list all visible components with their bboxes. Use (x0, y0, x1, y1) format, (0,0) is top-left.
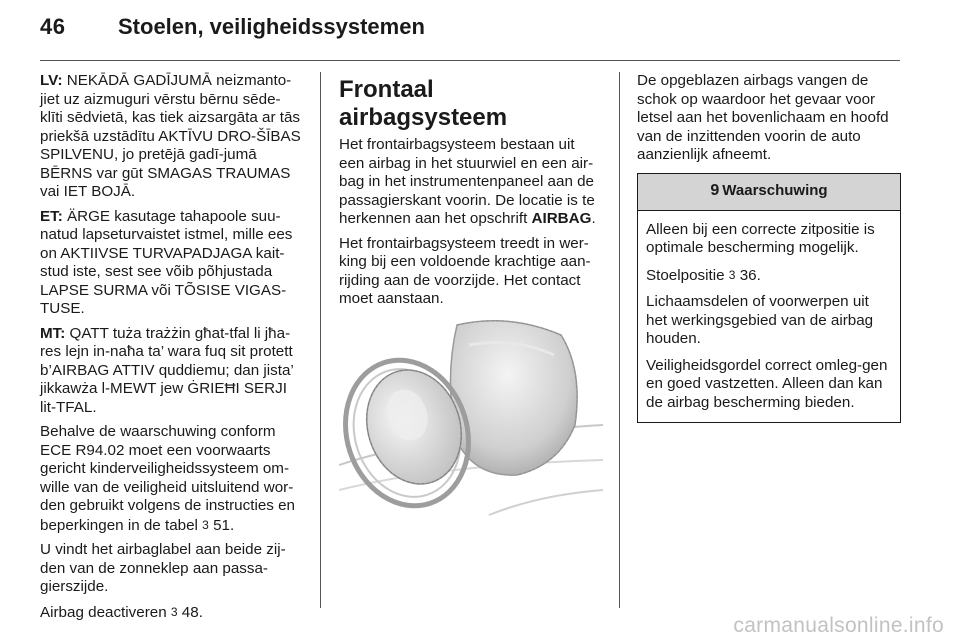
protection-paragraph: De opgeblazen airbags vangen de schok op waardoor het gevaar voor letsel aan het bovenlichaam en hoofd van de inzittenden voorin de auto aanzienlijk afneemt. (637, 72, 889, 163)
airbag-illustration (339, 315, 603, 525)
deactivate-text: Airbag deactiveren (40, 603, 167, 621)
column-divider-1 (320, 72, 321, 608)
language-label-et: ET: (40, 207, 63, 225)
column-left (40, 72, 303, 628)
warning-triangle-icon: 9 (710, 182, 720, 200)
deactivate-page-ref[interactable]: 48. (181, 603, 203, 621)
warning-mt (40, 325, 303, 418)
language-label-lv: LV: (40, 72, 63, 89)
warning-p1: Alleen bij een correcte zitpositie is optimale bescherming mogelijk. (646, 220, 875, 256)
warning-p3: Lichaamsdelen of voorwerpen uit het werkingsgebied van de airbag houden. (646, 293, 874, 347)
ece-paragraph (40, 423, 303, 535)
language-label-mt: MT: (40, 324, 66, 342)
column-divider-2 (619, 72, 620, 608)
page-number: 46 (40, 14, 66, 39)
section-title: Frontaal airbagsysteem (339, 76, 508, 131)
column-middle (339, 72, 603, 525)
airbag-illustration-svg (339, 315, 603, 525)
warning-p4: Veiligheidsgordel correct omleg-gen en goed vastzetten. Alleen dan kan de airbag bescherming bieden. (646, 356, 888, 411)
column-right (637, 72, 901, 423)
page-ref-icon: 3 (728, 267, 736, 282)
warning-mt-text: QATT tuża trażżin għat-tfal li jħa-res lejn in-naħa ta’ wara fuq sit protett b’AIRBAG ATTIV quddiemu; dan jista’ jikkawża l-MEWT jew ĠRIEĦI SERJI lit-TFAL. (40, 324, 294, 416)
ece-page-ref[interactable]: 51. (213, 516, 235, 534)
warning-header (638, 174, 900, 211)
header-divider (40, 60, 900, 61)
deactivate-paragraph (40, 603, 303, 623)
page-ref-icon: 3 (202, 517, 209, 532)
airbag-label-paragraph: U vindt het airbaglabel aan beide zij-den van de zonneklep aan passa-gierszijde. (40, 541, 286, 595)
airbag-keyword: AIRBAG (531, 210, 592, 227)
warning-p2 (646, 266, 892, 286)
page-ref-icon: 3 (170, 604, 178, 619)
intro-end: . (591, 210, 596, 227)
warning-body (638, 211, 900, 423)
page-title: Stoelen, veiligheidssystemen (118, 14, 425, 39)
seat-position-text: Stoelpositie (646, 266, 725, 284)
seat-position-page-ref[interactable]: 36. (739, 266, 761, 284)
warning-et-text: ÄRGE kasutage tahapoole suu-natud lapseturvaistet istmel, mille ees on AKTIIVSE TURVAPADJAGA kait-stud iste, sest see võib põhjustada LAPSE SURMA või TÕSISE VIGAS-TUSE. (40, 207, 293, 317)
intro-paragraph (339, 136, 603, 229)
page-header (40, 14, 900, 50)
warning-et (40, 208, 303, 319)
ece-text: Behalve de waarschuwing conform ECE R94.02 moet een voorwaarts gericht kinderveiligheidssysteem om-wille van de veiligheid uitsluitend wor-den gebruikt volgens de instructies en beperkingen in de tabel (40, 423, 295, 534)
warning-lv (40, 72, 303, 202)
warning-title: Waarschuwing (722, 182, 828, 200)
activation-paragraph: Het frontairbagsysteem treedt in wer-king bij een voldoende krachtige aan-rijding aan de voorzijde. Het contact moet aanstaan. (339, 234, 591, 307)
warning-box (637, 173, 901, 424)
warning-lv-text: NEKĀDĀ GADĪJUMĀ neizmanto-jiet uz aizmuguri vērstu bērnu sēde-klīti sēdvietā, kas tiek aizsargāta ar tās priekšā uzstādītu AKTĪVU DRO-ŠĪBAS SPILVENU, jo pretējā gadī-jumā BĒRNS var gūt SMAGAS TRAUMAS vai IET BOJĀ. (40, 72, 301, 200)
intro-text: Het frontairbagsysteem bestaan uit een airbag in het stuurwiel en een air-bag in het instrumentenpaneel aan de passagierskant voorin. De locatie is te herkennen aan het opschrift (339, 136, 595, 227)
watermark: carmanualsonline.info (733, 614, 944, 637)
